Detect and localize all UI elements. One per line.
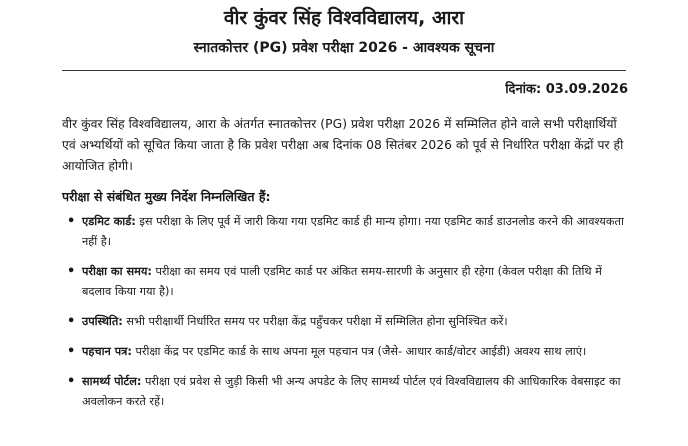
instruction-item-id-proof: [62, 342, 628, 362]
bullet-icon: •: [67, 374, 76, 389]
instructions-list: [62, 212, 628, 422]
instruction-label: उपस्थिति:: [82, 315, 123, 328]
instruction-item-admit-card: [62, 212, 628, 252]
instruction-text: इस परीक्षा के लिए पूर्व में जारी किया गया एडमिट कार्ड ही मान्य होगा। नया एडमिट कार्ड डाउनलोड करने की आवश्यकता नहीं है।: [82, 215, 624, 248]
instruction-text: सभी परीक्षार्थी निर्धारित समय पर परीक्षा केंद्र पहुँचकर परीक्षा में सम्मिलित होना सुनिश्चित करें।: [122, 315, 508, 328]
bullet-icon: •: [67, 314, 76, 329]
instruction-label: परीक्षा का समय:: [82, 265, 152, 278]
instruction-text: परीक्षा एवं प्रवेश से जुड़ी किसी भी अन्य अपडेट के लिए सामर्थ्य पोर्टल एवं विश्वविद्यालय की आधिकारिक वेबसाइट का अवलोकन करते रहें।: [82, 375, 621, 408]
bullet-icon: •: [67, 264, 76, 279]
instructions-heading: परीक्षा से संबंधित मुख्य निर्देश निम्नलिखित हैं:: [62, 189, 271, 204]
notice-subtitle: स्नातकोत्तर (PG) प्रवेश परीक्षा 2026 - आवश्यक सूचना: [193, 40, 495, 56]
bullet-icon: •: [67, 344, 76, 359]
university-title: वीर कुंवर सिंह विश्वविद्यालय, आरा: [223, 7, 465, 29]
instruction-label: एडमिट कार्ड:: [82, 215, 136, 228]
header-divider: [62, 70, 626, 71]
instruction-item-samarth-portal: [62, 372, 628, 412]
notice-intro-paragraph: वीर कुंवर सिंह विश्वविद्यालय, आरा के अंतर्गत स्नातकोत्तर (PG) प्रवेश परीक्षा 2026 में सम्मिलित होने वाले सभी परीक्षार्थियों एवं अभ्यर्थियों को सूचित किया जाता है कि प्रवेश परीक्षा अब दिनांक 08 सितंबर 2026 को पूर्व से निर्धारित परीक्षा केंद्रों पर ही आयोजित होगी।: [62, 117, 624, 173]
instruction-item-exam-time: [62, 262, 628, 302]
instruction-label: सामर्थ्य पोर्टल:: [82, 375, 142, 388]
notice-date: दिनांक: 03.09.2026: [505, 82, 628, 97]
bullet-icon: •: [67, 214, 76, 229]
instruction-text: परीक्षा केंद्र पर एडमिट कार्ड के साथ अपना मूल पहचान पत्र (जैसे- आधार कार्ड/वोटर आईडी) अवश्य साथ लाएं।: [131, 345, 587, 358]
instruction-item-attendance: [62, 312, 628, 332]
instruction-label: पहचान पत्र:: [82, 345, 132, 358]
instruction-text: परीक्षा का समय एवं पाली एडमिट कार्ड पर अंकित समय-सारणी के अनुसार ही रहेगा (केवल परीक्षा की तिथि में बदलाव किया गया है)।: [82, 265, 602, 298]
